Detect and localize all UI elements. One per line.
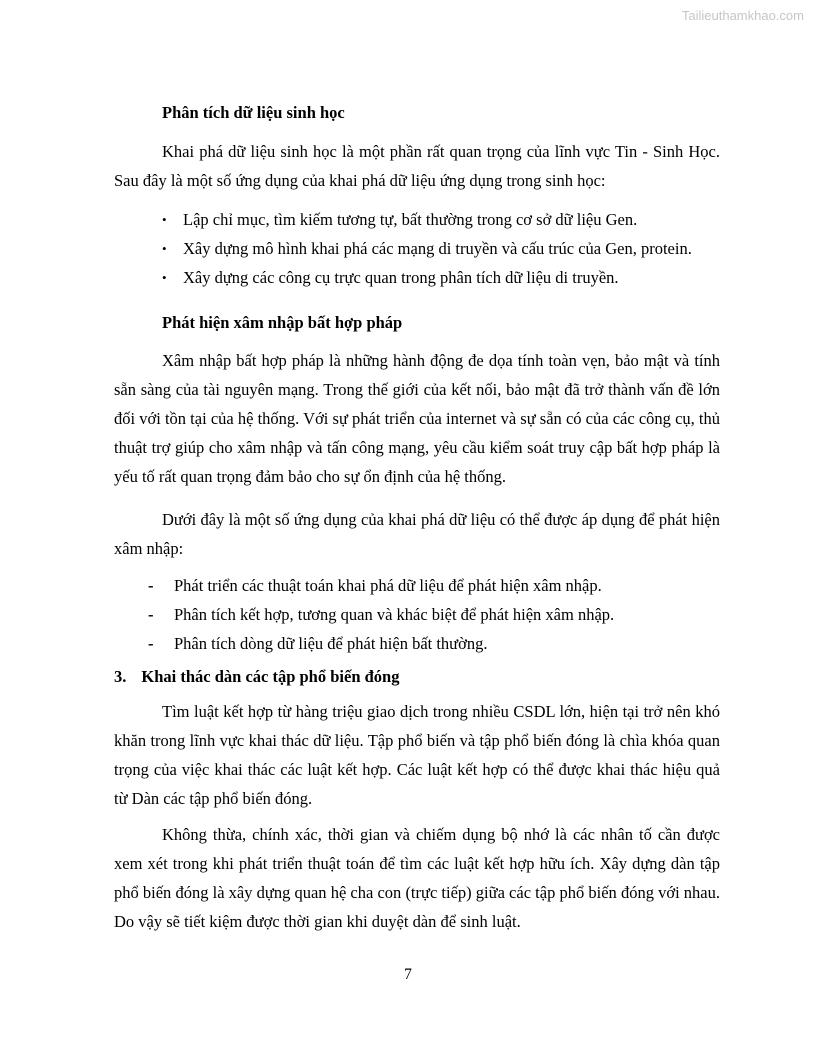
heading-number: 3.: [114, 667, 127, 686]
list-item: [114, 600, 720, 629]
paragraph-intrusion-2: Dưới đây là một số ứng dụng của khai phá dữ liệu có thể được áp dụng để phát hiện xâm nhập:: [114, 510, 720, 558]
list-item: [114, 205, 720, 234]
paragraph-bio: Khai phá dữ liệu sinh học là một phần rất quan trọng của lĩnh vực Tin - Sinh Học. Sau đây là một số ứng dụng của khai phá dữ liệu ứng dụng trong sinh học:: [114, 142, 720, 190]
list-item-text: Xây dựng các công cụ trực quan trong phân tích dữ liệu di truyền.: [183, 268, 619, 287]
heading-bio-analysis: Phân tích dữ liệu sinh học: [162, 103, 345, 122]
heading-section-3: [114, 662, 720, 691]
dash-marker: -: [148, 576, 154, 595]
bullet-marker: •: [162, 241, 167, 256]
list-item-text: Xây dựng mô hình khai phá các mạng di truyền và cấu trúc của Gen, protein.: [183, 239, 692, 258]
list-item: [114, 234, 720, 263]
heading-text: Khai thác dàn các tập phổ biến đóng: [141, 667, 400, 686]
paragraph-section3-2: Không thừa, chính xác, thời gian và chiếm dụng bộ nhớ là các nhân tố cần được xem xét trong khi phát triển thuật toán để tìm các luật kết hợp hữu ích. Xây dựng dàn tập phổ biến đóng là xây dựng quan hệ cha con (trực tiếp) giữa các tập phổ biến đóng với nhau. Do vậy sẽ tiết kiệm được thời gian khi duyệt dàn để sinh luật.: [114, 825, 720, 931]
heading-intrusion-detection: Phát hiện xâm nhập bất hợp pháp: [162, 313, 403, 332]
bullet-marker: •: [162, 212, 167, 227]
bullet-marker: •: [162, 270, 167, 285]
paragraph-section3-1: Tìm luật kết hợp từ hàng triệu giao dịch trong nhiều CSDL lớn, hiện tại trở nên khó khăn trong lĩnh vực khai thác dữ liệu. Tập phổ biến và tập phổ biến đóng là chìa khóa quan trọng của việc khai thác các luật kết hợp. Các luật kết hợp có thể được khai thác hiệu quả từ Dàn các tập phổ biến đóng.: [114, 702, 720, 808]
dash-marker: -: [148, 634, 154, 653]
paragraph-intrusion-1: Xâm nhập bất hợp pháp là những hành động đe dọa tính toàn vẹn, bảo mật và tính sẵn sàng của tài nguyên mạng. Trong thế giới của kết nối, bảo mật đã trở thành vấn đề lớn đối với tồn tại của hệ thống. Với sự phát triển của internet và sự sẵn có của các công cụ, thủ thuật trợ giúp cho xâm nhập và tấn công mạng, yêu cầu kiểm soát truy cập bất hợp pháp là yếu tố rất quan trọng đảm bảo cho sự ổn định của hệ thống.: [114, 351, 720, 486]
dash-list-intrusion: [114, 571, 720, 658]
list-item-text: Phân tích kết hợp, tương quan và khác biệt để phát hiện xâm nhập.: [174, 605, 615, 624]
watermark: Tailieuthamkhao.com: [681, 8, 804, 23]
list-item-text: Phân tích dòng dữ liệu để phát hiện bất thường.: [174, 634, 488, 653]
list-item: [114, 263, 720, 292]
bullet-list-bio: [114, 205, 720, 292]
dash-marker: -: [148, 605, 154, 624]
list-item-text: Phát triển các thuật toán khai phá dữ liệu để phát hiện xâm nhập.: [174, 576, 602, 595]
list-item-text: Lập chỉ mục, tìm kiếm tương tự, bất thường trong cơ sở dữ liệu Gen.: [183, 210, 638, 229]
list-item: [114, 629, 720, 658]
page-number: 7: [404, 966, 412, 983]
document-content: [114, 98, 720, 946]
list-item: [114, 571, 720, 600]
